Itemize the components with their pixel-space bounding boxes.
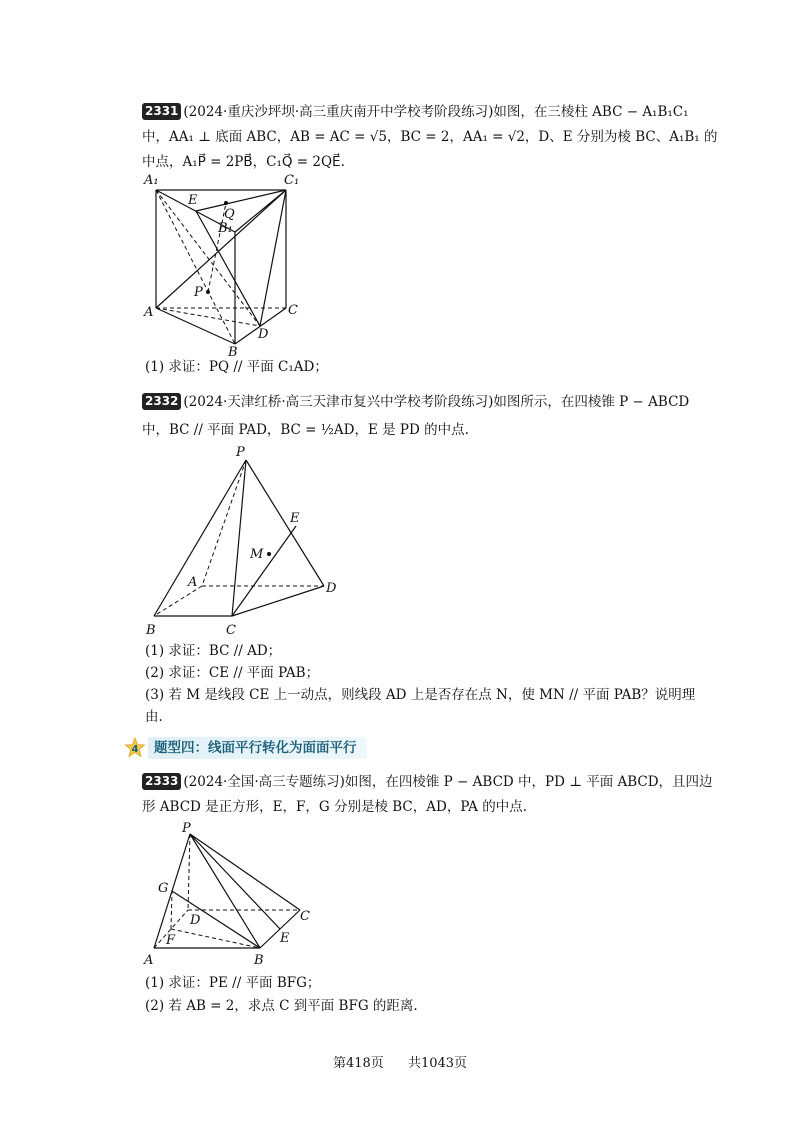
label-B: B — [228, 345, 238, 360]
label-E: E — [188, 193, 198, 208]
total-pages: 共1043页 — [407, 1056, 468, 1071]
figure-pyramid-1 — [140, 446, 360, 642]
question: (2) 若 AB = 2，求点 C 到平面 BFG 的距离. — [145, 998, 418, 1014]
problem-text-line: (2024·天津红桥·高三天津市复兴中学校考阶段练习)如图所示，在四棱锥 P − ABCD — [183, 394, 690, 410]
label-A: A — [188, 575, 198, 590]
label-D: D — [190, 913, 201, 928]
section-number: 4 — [131, 744, 139, 755]
label-B: B — [254, 953, 264, 968]
page-number: 第418页 — [332, 1056, 384, 1071]
problem-text-line: (2024·重庆沙坪坝·高三重庆南开中学校考阶段练习)如图，在三棱柱 ABC − A₁B₁C₁ — [183, 104, 689, 120]
label-F: F — [166, 933, 176, 948]
problem-text-line: 中，AA₁ ⊥ 底面 ABC，AB = AC = √5，BC = 2，AA₁ = √2，D、E 分别为棱 BC、A₁B₁ 的 — [142, 129, 718, 145]
figure-pyramid-2 — [140, 820, 330, 970]
page-footer — [0, 1052, 800, 1071]
label-P: P — [194, 285, 203, 300]
label-E: E — [290, 511, 300, 526]
label-A: A — [144, 305, 154, 320]
label-B1: B₁ — [218, 221, 233, 236]
label-A1: A₁ — [144, 173, 159, 188]
label-C: C — [226, 623, 236, 638]
problem-2333 — [142, 770, 713, 820]
label-A: A — [144, 953, 154, 968]
question: (1) 求证：BC // AD； — [145, 643, 282, 659]
label-M: M — [250, 547, 264, 562]
question: (1) 求证：PE // 平面 BFG； — [145, 975, 321, 991]
star-icon — [124, 737, 146, 759]
problem-text-line: (2024·全国·高三专题练习)如图，在四棱锥 P − ABCD 中，PD ⊥ 平面 ABCD，且四边 — [183, 774, 713, 790]
label-Q: Q — [224, 207, 235, 222]
label-C1: C₁ — [284, 173, 300, 188]
label-P: P — [182, 821, 191, 836]
problem-number: 2331 — [142, 103, 181, 120]
problem-number: 2332 — [142, 393, 181, 410]
problem-text-line: 中，BC // 平面 PAD，BC = ½AD，E 是 PD 的中点. — [142, 422, 469, 438]
label-D: D — [258, 327, 269, 342]
label-B: B — [146, 623, 156, 638]
label-G: G — [158, 881, 169, 896]
problem-number: 2333 — [142, 773, 181, 790]
problem-text-line: 中点，A₁P⃗ = 2PB⃗，C₁Q⃗ = 2QE⃗. — [142, 154, 345, 170]
problem-2331 — [142, 100, 718, 175]
question: (2) 求证：CE // 平面 PAB； — [145, 665, 320, 681]
question: (1) 求证：PQ // 平面 C₁AD； — [145, 359, 328, 375]
label-C: C — [300, 909, 310, 924]
problem-2332 — [142, 390, 690, 445]
question: 由. — [145, 709, 163, 725]
label-C: C — [288, 303, 298, 318]
label-D: D — [326, 581, 337, 596]
question: (3) 若 M 是线段 CE 上一动点，则线段 AD 上是否存在点 N，使 MN // 平面 PAB？说明理 — [145, 687, 696, 703]
figure-prism — [140, 168, 310, 360]
label-E: E — [280, 931, 290, 946]
section-title: 题型四：线面平行转化为面面平行 — [148, 737, 367, 759]
label-P: P — [236, 446, 245, 460]
problem-text-line: 形 ABCD 是正方形，E，F，G 分别是棱 BC，AD，PA 的中点. — [142, 799, 527, 815]
